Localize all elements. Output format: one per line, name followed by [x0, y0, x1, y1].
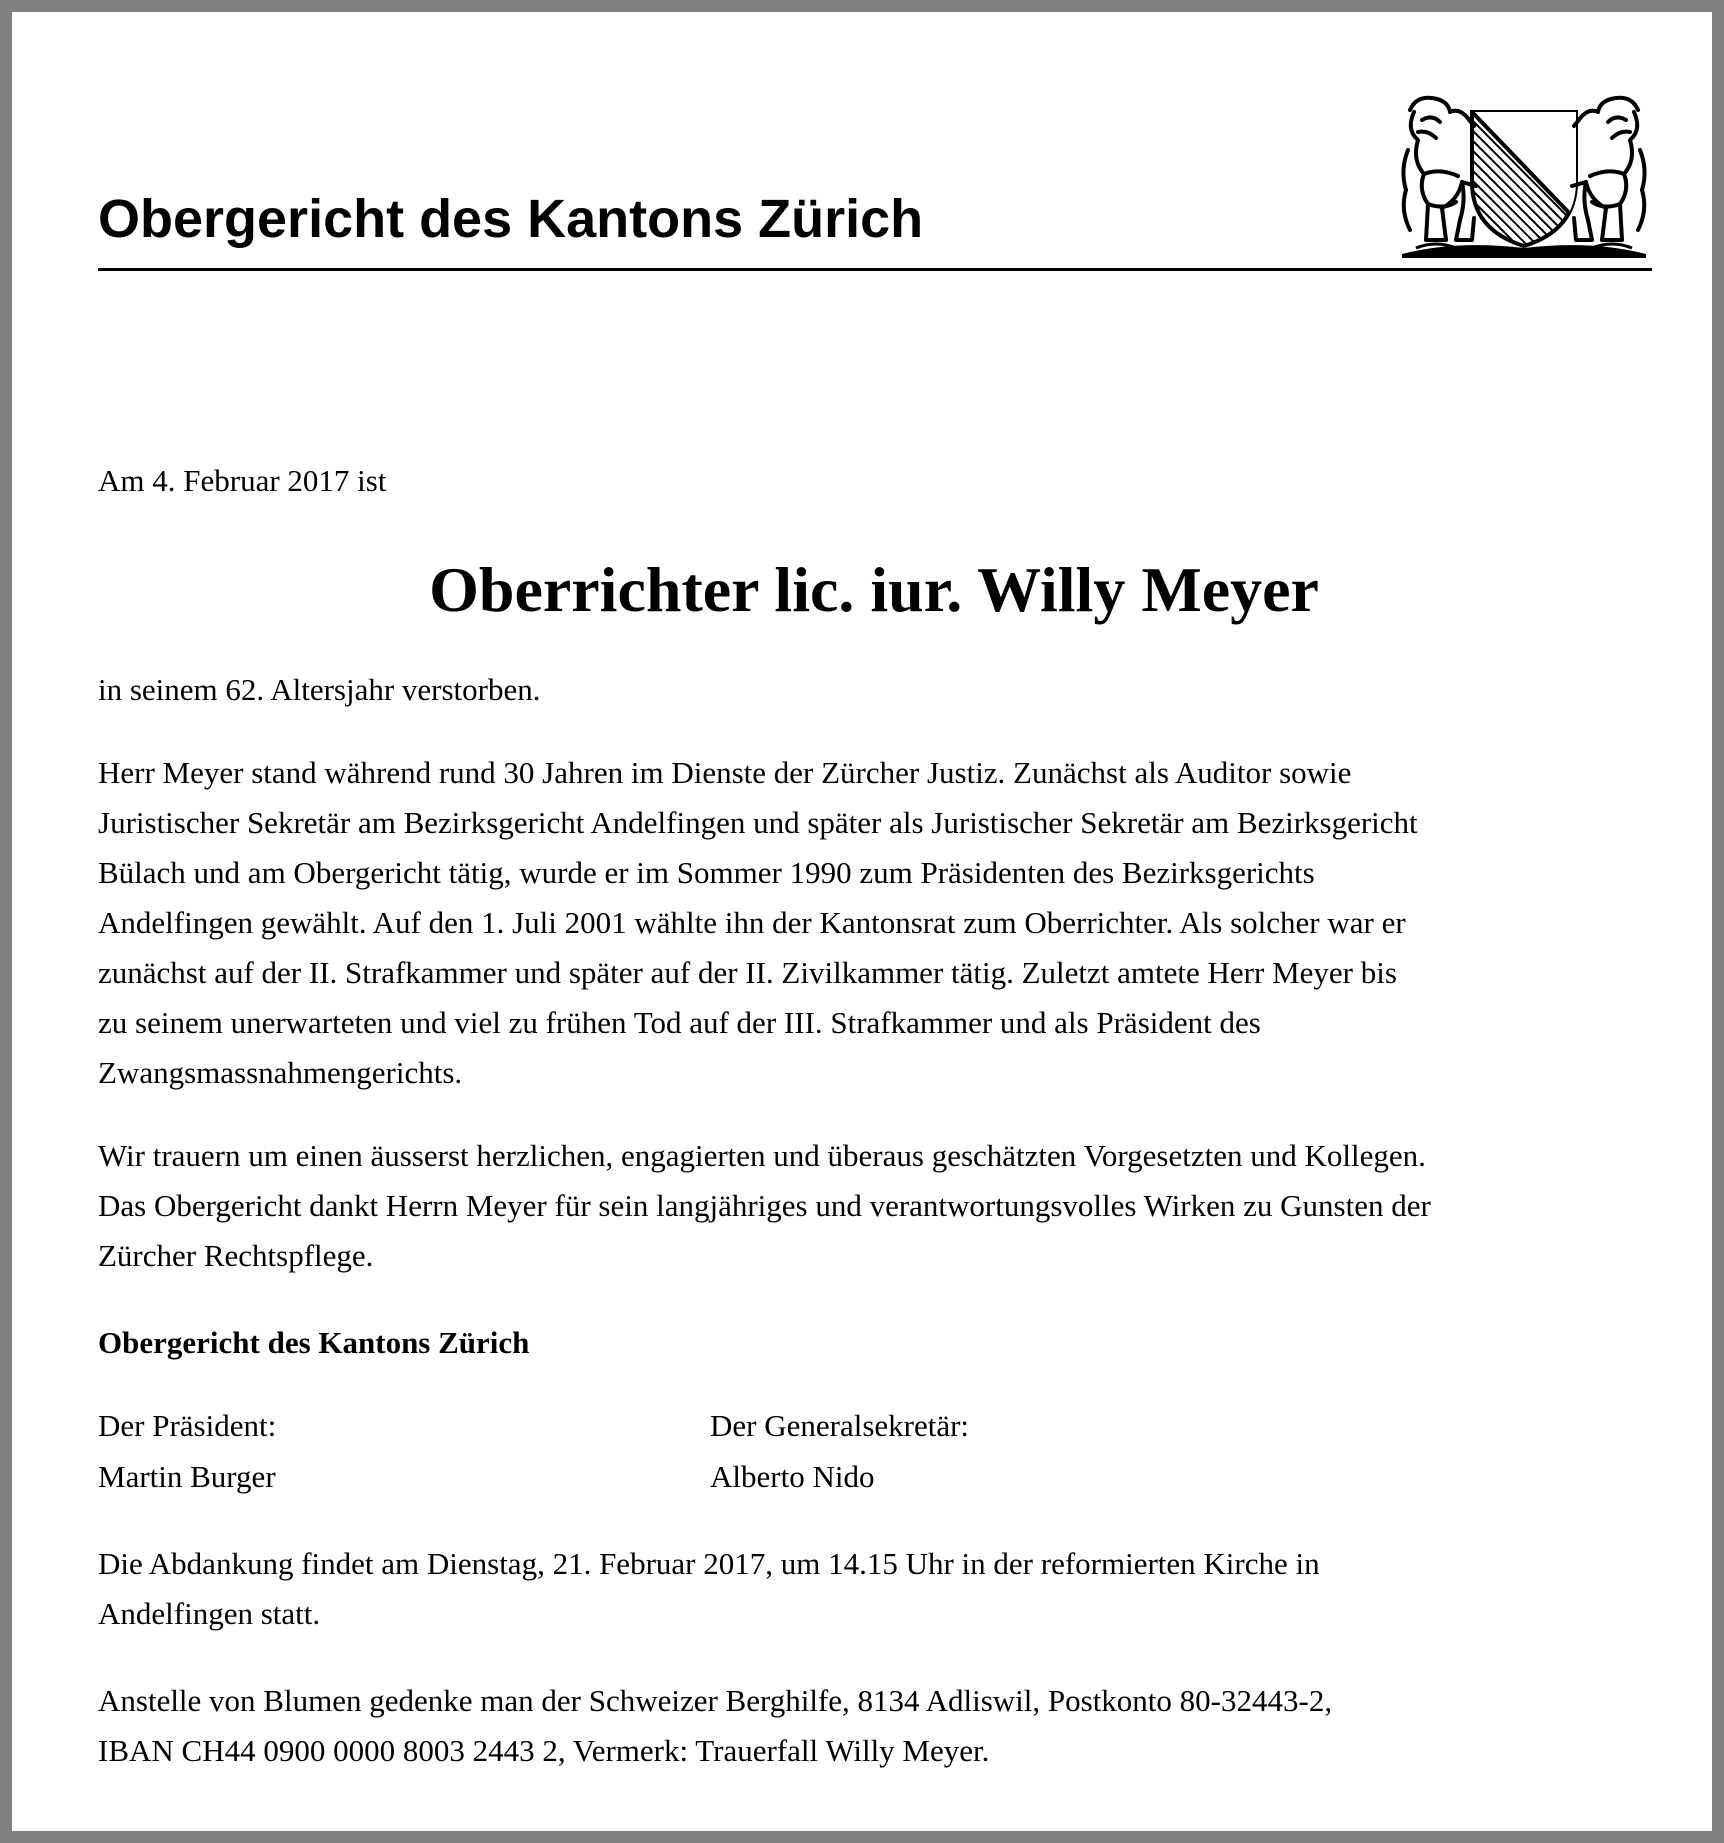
paragraph-mourning-line: Das Obergericht dankt Herrn Meyer für sein langjähriges und verantwortungsvolles Wirken zu Gunsten der	[98, 1188, 1431, 1223]
paragraph-career-line: Juristischer Sekretär am Bezirksgericht Andelfingen und später als Juristischer Sekretär am Bezirksgericht	[98, 805, 1418, 840]
president-role: Der Präsident:	[98, 1408, 277, 1443]
president-name: Martin Burger	[98, 1459, 276, 1494]
paragraph-mourning-line: Wir trauern um einen äusserst herzlichen, engagierten und überaus geschätzten Vorgesetzten und Kollegen.	[98, 1138, 1426, 1173]
paragraph-career-line: Andelfingen gewählt. Auf den 1. Juli 2001 wählte ihn der Kantonsrat zum Oberrichter. Als solcher war er	[98, 905, 1406, 940]
funeral-info-line: Andelfingen statt.	[98, 1596, 321, 1631]
intro-text: Am 4. Februar 2017 ist	[98, 463, 387, 498]
paragraph-career-line: Zwangsmassnahmengerichts.	[98, 1055, 463, 1090]
deceased-name-heading: Oberrichter lic. iur. Willy Meyer	[429, 554, 1319, 625]
paragraph-mourning-line: Zürcher Rechtspflege.	[98, 1238, 374, 1273]
general-secretary-name: Alberto Nido	[710, 1459, 875, 1494]
donation-info-line: IBAN CH44 0900 0000 8003 2443 2, Vermerk: Trauerfall Willy Meyer.	[98, 1733, 990, 1768]
age-line: in seinem 62. Altersjahr verstorben.	[98, 672, 541, 707]
paragraph-career-line: zu seinem unerwarteten und viel zu frühen Tod auf der III. Strafkammer und als Präsident des	[98, 1005, 1261, 1040]
signature-organization: Obergericht des Kantons Zürich	[98, 1325, 530, 1360]
funeral-info-line: Die Abdankung findet am Dienstag, 21. Februar 2017, um 14.15 Uhr in der reformierten Kirche in	[98, 1546, 1320, 1581]
general-secretary-role: Der Generalsekretär:	[710, 1408, 970, 1443]
paragraph-career-line: zunächst auf der II. Strafkammer und später auf der II. Zivilkammer tätig. Zuletzt amtete Herr Meyer bis	[98, 955, 1397, 990]
court-header-title: Obergericht des Kantons Zürich	[98, 189, 924, 249]
header-divider	[98, 268, 1652, 271]
paragraph-career-line: Bülach und am Obergericht tätig, wurde er im Sommer 1990 zum Präsidenten des Bezirksgerichts	[98, 855, 1315, 890]
paragraph-career-line: Herr Meyer stand während rund 30 Jahren im Dienste der Zürcher Justiz. Zunächst als Auditor sowie	[98, 755, 1352, 790]
zurich-coat-of-arms-icon	[1396, 90, 1652, 260]
donation-info-line: Anstelle von Blumen gedenke man der Schweizer Berghilfe, 8134 Adliswil, Postkonto 80-32443-2,	[98, 1683, 1333, 1718]
